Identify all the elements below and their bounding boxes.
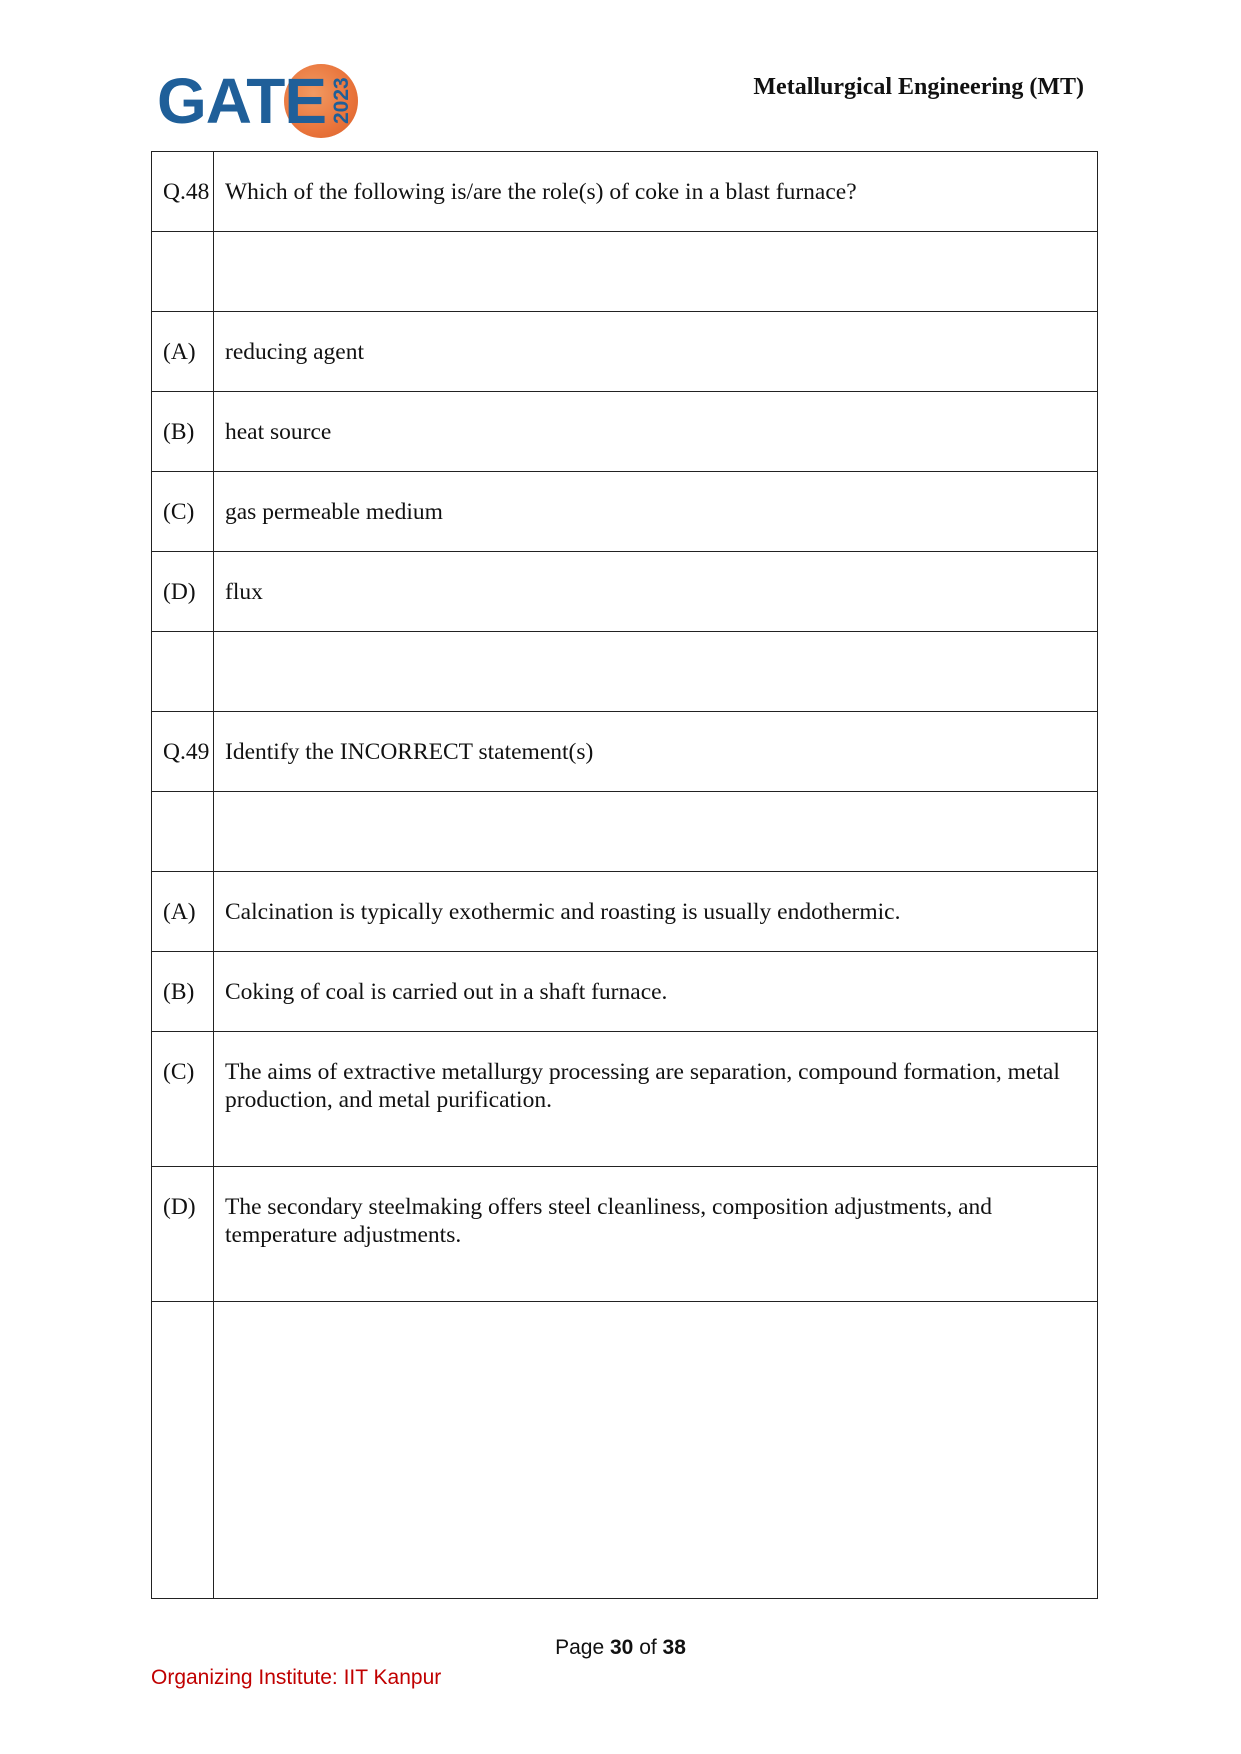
option-text: heat source [214, 392, 1098, 472]
question-table [151, 151, 1098, 1599]
option-label: (C) [152, 1032, 214, 1167]
page-prefix: Page [555, 1636, 605, 1659]
logo-year: 2023 [330, 77, 353, 125]
option-row [152, 392, 1098, 472]
spacer-row [152, 1302, 1098, 1599]
option-row [152, 1167, 1098, 1302]
option-text: flux [214, 552, 1098, 632]
subject-title: Metallurgical Engineering (MT) [753, 74, 1084, 100]
organizing-institute: Organizing Institute: IIT Kanpur [151, 1666, 442, 1689]
question-row [152, 152, 1098, 232]
option-label: (B) [152, 952, 214, 1032]
option-text: The secondary steelmaking offers steel cleanliness, composition adjustments, and temperature adjustments. [214, 1167, 1098, 1302]
spacer-row [152, 632, 1098, 712]
option-row [152, 552, 1098, 632]
option-row [152, 952, 1098, 1032]
page-of: of [639, 1636, 657, 1659]
option-text: Calcination is typically exothermic and roasting is usually endothermic. [214, 872, 1098, 952]
question-text: Which of the following is/are the role(s) of coke in a blast furnace? [214, 152, 1098, 232]
option-label: (A) [152, 872, 214, 952]
option-row [152, 872, 1098, 952]
option-text: Coking of coal is carried out in a shaft furnace. [214, 952, 1098, 1032]
option-text: gas permeable medium [214, 472, 1098, 552]
question-number: Q.48 [152, 152, 214, 232]
spacer-row [152, 792, 1098, 872]
question-row [152, 712, 1098, 792]
logo-text: GATE [157, 65, 327, 137]
option-label: (D) [152, 1167, 214, 1302]
page-number [0, 1636, 1241, 1660]
spacer-row [152, 232, 1098, 312]
option-label: (A) [152, 312, 214, 392]
question-number: Q.49 [152, 712, 214, 792]
option-text: reducing agent [214, 312, 1098, 392]
gate-2023-logo [157, 62, 357, 140]
option-label: (C) [152, 472, 214, 552]
option-row [152, 1032, 1098, 1167]
option-row [152, 472, 1098, 552]
question-text: Identify the INCORRECT statement(s) [214, 712, 1098, 792]
page-total: 38 [662, 1636, 686, 1659]
option-label: (B) [152, 392, 214, 472]
page-current: 30 [609, 1636, 634, 1659]
option-text: The aims of extractive metallurgy processing are separation, compound formation, metal production, and metal purification. [214, 1032, 1098, 1167]
option-row [152, 312, 1098, 392]
option-label: (D) [152, 552, 214, 632]
